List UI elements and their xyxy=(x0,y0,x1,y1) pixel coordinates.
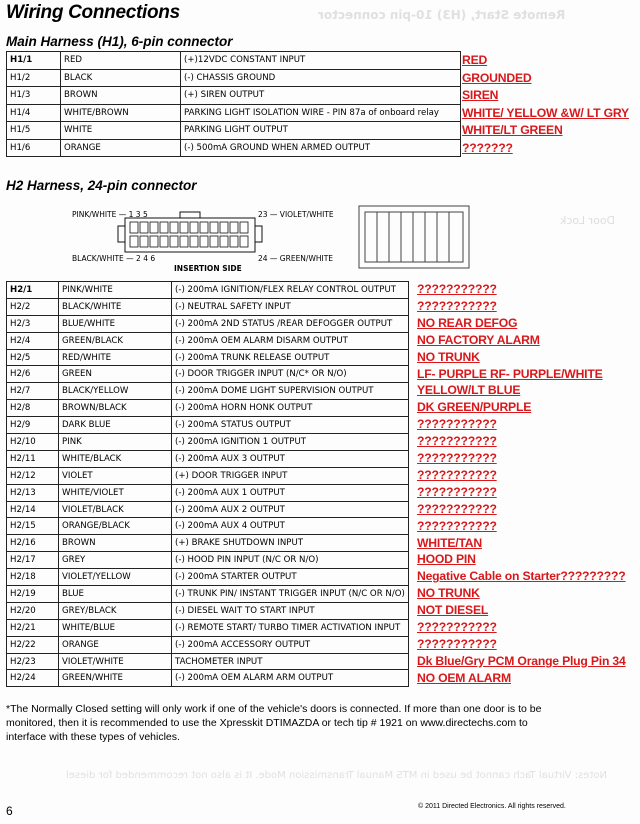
function-cell: (-) 200mA AUX 1 OUTPUT xyxy=(172,484,409,501)
table-row xyxy=(7,619,409,636)
wire-color-cell: WHITE/BROWN xyxy=(61,104,181,122)
wire-color-cell: ORANGE xyxy=(61,139,181,157)
function-cell: (-) 200mA STARTER OUTPUT xyxy=(172,569,409,586)
diagram-caption: INSERTION SIDE xyxy=(174,264,242,273)
connector-pin-cavity xyxy=(150,222,158,233)
table-row xyxy=(7,450,409,467)
diagram-label-top-right: 23 — VIOLET/WHITE xyxy=(258,210,334,219)
annotation-note: WHITE/LT GREEN xyxy=(462,123,563,137)
function-cell: (+)12VDC CONSTANT INPUT xyxy=(181,52,461,70)
wire-color-cell: GREEN/WHITE xyxy=(59,670,172,687)
pin-cell: H2/6 xyxy=(7,366,59,383)
pin-cell: H2/23 xyxy=(7,653,59,670)
function-cell: (-) 200mA IGNITION/FLEX RELAY CONTROL OUTPUT xyxy=(172,282,409,299)
annotation-note: ??????????? xyxy=(417,298,497,313)
annotation-note: NOT DIESEL xyxy=(417,603,489,618)
wire-color-cell: WHITE xyxy=(61,122,181,140)
annotation-note: WHITE/TAN xyxy=(417,535,482,550)
connector-pin-cavity xyxy=(240,222,248,233)
function-cell: TACHOMETER INPUT xyxy=(172,653,409,670)
function-cell: (-) 200mA DOME LIGHT SUPERVISION OUTPUT xyxy=(172,383,409,400)
wire-color-cell: BLACK/YELLOW xyxy=(59,383,172,400)
pin-cell: H1/3 xyxy=(7,87,61,105)
annotation-note: HOOD PIN xyxy=(417,552,476,567)
function-cell: (-) 200mA ACCESSORY OUTPUT xyxy=(172,636,409,653)
bleed-through-text-3: Notes: Virtual Tach cannot be used in MTS Manual Transmission Mode. It is also not recommended for diesel xyxy=(66,770,607,781)
wire-color-cell: GREY/BLACK xyxy=(59,602,172,619)
wire-color-cell: BROWN xyxy=(61,87,181,105)
table-row xyxy=(7,484,409,501)
wire-color-cell: ORANGE/BLACK xyxy=(59,518,172,535)
connector-pin-cavity xyxy=(190,222,198,233)
wire-color-cell: ORANGE xyxy=(59,636,172,653)
connector-pin-cavity xyxy=(160,222,168,233)
pin-cell: H2/9 xyxy=(7,417,59,434)
annotation-note: NO FACTORY ALARM xyxy=(417,332,540,347)
connector-pin-cavity xyxy=(190,236,198,247)
table-row xyxy=(7,366,409,383)
annotation-note: NO TRUNK xyxy=(417,586,480,601)
function-cell: (-) TRUNK PIN/ INSTANT TRIGGER INPUT (N/C OR N/O) xyxy=(172,586,409,603)
annotation-note: ??????????? xyxy=(417,518,497,533)
page-number: 6 xyxy=(6,804,13,818)
function-cell: (-) 200mA 2ND STATUS /REAR DEFOGGER OUTPUT xyxy=(172,315,409,332)
wire-color-cell: VIOLET/BLACK xyxy=(59,501,172,518)
pin-cell: H1/6 xyxy=(7,139,61,157)
connector-drawing xyxy=(70,204,370,274)
function-cell: (-) 200mA STATUS OUTPUT xyxy=(172,417,409,434)
pin-cell: H1/4 xyxy=(7,104,61,122)
annotation-note: NO TRUNK xyxy=(417,349,480,364)
function-cell: (+) SIREN OUTPUT xyxy=(181,87,461,105)
function-cell: (-) NEUTRAL SAFETY INPUT xyxy=(172,298,409,315)
annotation-note: ??????????? xyxy=(417,417,497,432)
pin-cell: H2/16 xyxy=(7,535,59,552)
function-cell: (-) 200mA AUX 4 OUTPUT xyxy=(172,518,409,535)
table-row xyxy=(7,602,409,619)
pin-cell: H2/18 xyxy=(7,569,59,586)
table-row xyxy=(7,400,409,417)
function-cell: (-) HOOD PIN INPUT (N/C OR N/O) xyxy=(172,552,409,569)
connector-pin-cavity xyxy=(220,222,228,233)
wire-color-cell: BLUE xyxy=(59,586,172,603)
table-row xyxy=(7,349,409,366)
wire-color-cell: PINK xyxy=(59,434,172,451)
function-cell: PARKING LIGHT OUTPUT xyxy=(181,122,461,140)
pin-cell: H1/5 xyxy=(7,122,61,140)
annotation-note: ??????????? xyxy=(417,467,497,482)
h2-heading: H2 Harness, 24-pin connector xyxy=(6,178,197,193)
annotation-note: WHITE/ YELLOW &W/ LT GRY xyxy=(462,105,629,120)
function-cell: (-) 200mA OEM ALARM DISARM OUTPUT xyxy=(172,332,409,349)
bleed-through-text-2: Door Lock xyxy=(560,214,616,227)
pin-cell: H2/2 xyxy=(7,298,59,315)
connector-pin-cavity xyxy=(180,222,188,233)
function-cell: (-) 200mA IGNITION 1 OUTPUT xyxy=(172,434,409,451)
table-row xyxy=(7,434,409,451)
function-cell: (-) REMOTE START/ TURBO TIMER ACTIVATION INPUT xyxy=(172,619,409,636)
pin-cell: H2/3 xyxy=(7,315,59,332)
table-row xyxy=(7,315,409,332)
wire-color-cell: BLACK xyxy=(61,69,181,87)
annotation-note: ??????????? xyxy=(417,451,497,465)
wire-color-cell: WHITE/BLUE xyxy=(59,619,172,636)
pin-cell: H2/12 xyxy=(7,467,59,484)
pin-cell: H2/4 xyxy=(7,332,59,349)
table-row xyxy=(7,52,461,70)
table-row xyxy=(7,636,409,653)
annotation-note: SIREN xyxy=(462,88,499,102)
wire-color-cell: VIOLET xyxy=(59,467,172,484)
connector-pin-cavity xyxy=(150,236,158,247)
diagram-label-bottom-right: 24 — GREEN/WHITE xyxy=(258,254,334,263)
pin-cell: H2/17 xyxy=(7,552,59,569)
wire-color-cell: RED xyxy=(61,52,181,70)
wire-color-cell: WHITE/BLACK xyxy=(59,450,172,467)
function-cell: (-) 500mA GROUND WHEN ARMED OUTPUT xyxy=(181,139,461,157)
wire-color-cell: RED/WHITE xyxy=(59,349,172,366)
table-row xyxy=(7,653,409,670)
table-row xyxy=(7,586,409,603)
annotation-note: NO OEM ALARM xyxy=(417,670,511,685)
function-cell: (-) 200mA OEM ALARM ARM OUTPUT xyxy=(172,670,409,687)
pin-cell: H1/1 xyxy=(7,52,61,70)
pin-cell: H1/2 xyxy=(7,69,61,87)
connector-diagram xyxy=(70,204,370,274)
pin-cell: H2/1 xyxy=(7,282,59,299)
diagram-label-top-left: PINK/WHITE — 1 3 5 xyxy=(72,210,148,219)
annotation-note: RED xyxy=(462,53,488,67)
pin-cell: H2/14 xyxy=(7,501,59,518)
connector-pin-cavity xyxy=(220,236,228,247)
diagram-label-bottom-left: BLACK/WHITE — 2 4 6 xyxy=(72,254,156,263)
table-row xyxy=(7,552,409,569)
function-cell: (-) 200mA AUX 3 OUTPUT xyxy=(172,450,409,467)
function-cell: PARKING LIGHT ISOLATION WIRE - PIN 87a of onboard relay xyxy=(181,104,461,122)
connector-pin-cavity xyxy=(140,236,148,247)
wire-color-cell: PINK/WHITE xyxy=(59,282,172,299)
bleed-through-text-1: Remote Start, (H3) 10-pin connector xyxy=(318,8,566,22)
table-row xyxy=(7,298,409,315)
table-row xyxy=(7,501,409,518)
table-row xyxy=(7,69,461,87)
connector-pin-cavity xyxy=(140,222,148,233)
wire-color-cell: BLUE/WHITE xyxy=(59,315,172,332)
annotation-note: ??????????? xyxy=(417,434,497,449)
annotation-note: ??????????? xyxy=(417,620,497,634)
connector-pin-cavity xyxy=(130,236,138,247)
connector-pin-cavity xyxy=(180,236,188,247)
h1-heading: Main Harness (H1), 6-pin connector xyxy=(6,34,233,49)
wire-color-cell: VIOLET/YELLOW xyxy=(59,569,172,586)
annotation-note: YELLOW/LT BLUE xyxy=(417,383,521,398)
annotation-note: ??????? xyxy=(462,140,513,155)
pin-cell: H2/20 xyxy=(7,602,59,619)
function-cell: (-) 200mA AUX 2 OUTPUT xyxy=(172,501,409,518)
connector-pin-cavity xyxy=(240,236,248,247)
table-row xyxy=(7,104,461,122)
wire-color-cell: GREEN xyxy=(59,366,172,383)
function-cell: (-) 200mA TRUNK RELEASE OUTPUT xyxy=(172,349,409,366)
table-row xyxy=(7,383,409,400)
connector-pin-cavity xyxy=(170,236,178,247)
connector-pin-cavity xyxy=(230,222,238,233)
wire-color-cell: WHITE/VIOLET xyxy=(59,484,172,501)
table-row xyxy=(7,518,409,535)
wire-color-cell: GREY xyxy=(59,552,172,569)
wire-color-cell: BLACK/WHITE xyxy=(59,298,172,315)
table-row xyxy=(7,122,461,140)
connector-pin-cavity xyxy=(170,222,178,233)
wire-color-cell: BROWN xyxy=(59,535,172,552)
table-row xyxy=(7,467,409,484)
h2-table xyxy=(6,281,409,687)
annotation-note: Negative Cable on Starter????????? xyxy=(417,569,626,584)
pin-cell: H2/22 xyxy=(7,636,59,653)
connector-pin-cavity xyxy=(160,236,168,247)
annotation-note: ??????????? xyxy=(417,282,497,296)
annotation-note: DK GREEN/PURPLE xyxy=(417,400,532,415)
table-row xyxy=(7,332,409,349)
annotation-note: Dk Blue/Gry PCM Orange Plug Pin 34 xyxy=(417,653,626,668)
pin-cell: H2/10 xyxy=(7,434,59,451)
pin-cell: H2/11 xyxy=(7,450,59,467)
table-row xyxy=(7,569,409,586)
pin-cell: H2/13 xyxy=(7,484,59,501)
pin-cell: H2/19 xyxy=(7,586,59,603)
connector-pin-cavity xyxy=(230,236,238,247)
table-row xyxy=(7,535,409,552)
wire-color-cell: DARK BLUE xyxy=(59,417,172,434)
function-cell: (-) DOOR TRIGGER INPUT (N/C* OR N/O) xyxy=(172,366,409,383)
table-row xyxy=(7,670,409,687)
annotation-note: LF- PURPLE RF- PURPLE/WHITE xyxy=(417,366,603,381)
annotation-note: GROUNDED xyxy=(462,70,532,85)
wire-color-cell: GREEN/BLACK xyxy=(59,332,172,349)
table-row xyxy=(7,139,461,157)
annotation-note: ??????????? xyxy=(417,501,497,516)
copyright: © 2011 Directed Electronics. All rights reserved. xyxy=(418,803,566,810)
table-row xyxy=(7,87,461,105)
wire-color-cell: BROWN/BLACK xyxy=(59,400,172,417)
pin-cell: H2/8 xyxy=(7,400,59,417)
connector-pin-cavity xyxy=(200,236,208,247)
connector-pin-cavity xyxy=(210,236,218,247)
function-cell: (-) CHASSIS GROUND xyxy=(181,69,461,87)
annotation-note: ??????????? xyxy=(417,636,497,651)
annotation-note: ??????????? xyxy=(417,484,497,499)
connector-pin-cavity xyxy=(130,222,138,233)
connector-pin-cavity xyxy=(210,222,218,233)
wire-color-cell: VIOLET/WHITE xyxy=(59,653,172,670)
pin-cell: H2/24 xyxy=(7,670,59,687)
table-row xyxy=(7,282,409,299)
function-cell: (-) DIESEL WAIT TO START INPUT xyxy=(172,602,409,619)
function-cell: (-) 200mA HORN HONK OUTPUT xyxy=(172,400,409,417)
pin-cell: H2/7 xyxy=(7,383,59,400)
annotation-note: NO REAR DEFOG xyxy=(417,315,518,330)
table-row xyxy=(7,417,409,434)
pin-cell: H2/21 xyxy=(7,619,59,636)
h1-table xyxy=(6,51,461,157)
connector-pin-cavity xyxy=(200,222,208,233)
connector-side-view xyxy=(355,204,575,274)
footnote: *The Normally Closed setting will only work if one of the vehicle's doors is connected. If more than one door is to be monitored, then it is recommended to use the Xpresskit DTIMAZDA or tech tip # 1921 on www.directechs.com to interface with these types of vehicles. xyxy=(6,703,542,743)
pin-cell: H2/5 xyxy=(7,349,59,366)
function-cell: (+) DOOR TRIGGER INPUT xyxy=(172,467,409,484)
pin-cell: H2/15 xyxy=(7,518,59,535)
page-title: Wiring Connections xyxy=(6,2,180,23)
function-cell: (+) BRAKE SHUTDOWN INPUT xyxy=(172,535,409,552)
